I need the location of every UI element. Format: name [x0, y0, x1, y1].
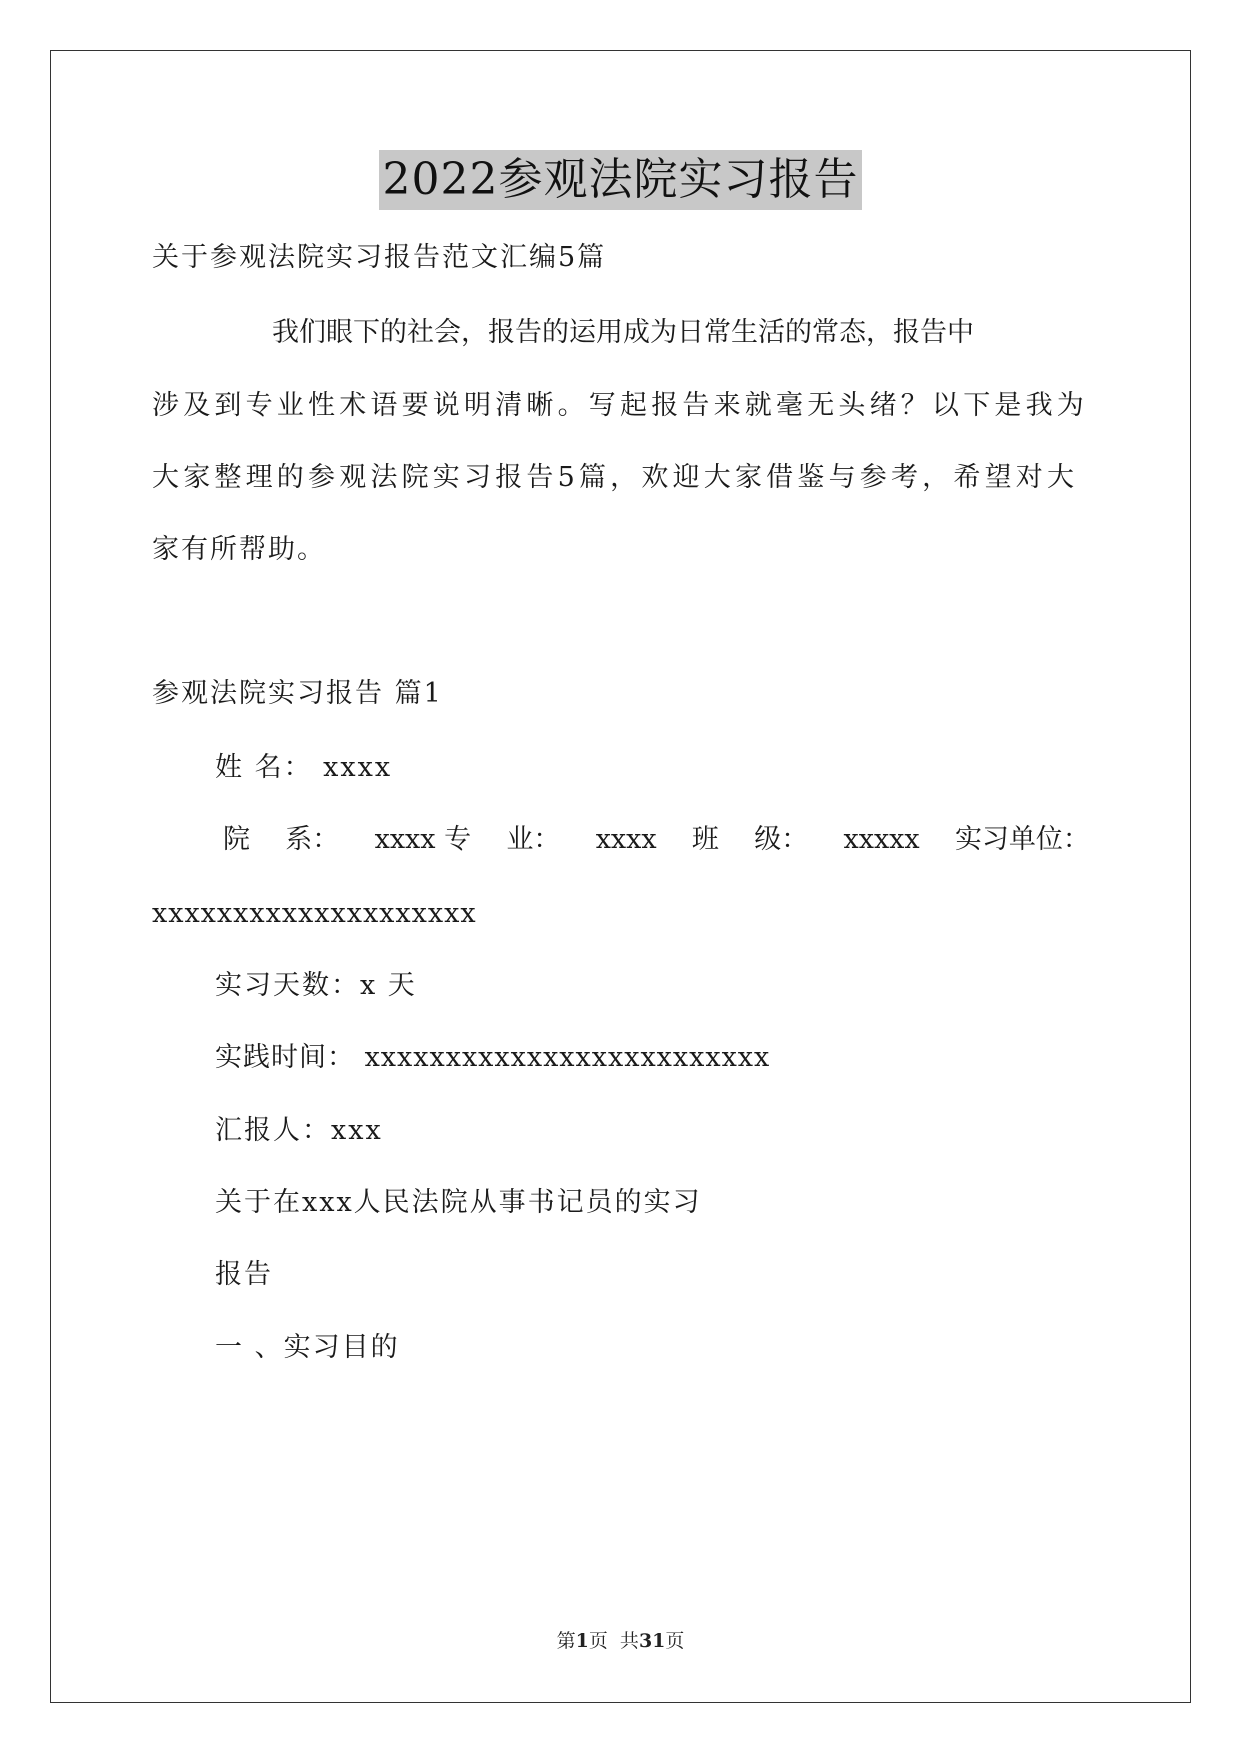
info-part-1: 院	[223, 824, 250, 855]
footer-suffix: 页	[665, 1630, 685, 1652]
info-part-7: 级：	[754, 824, 809, 855]
info-part-8: xxxxx	[843, 824, 920, 855]
about-line: 关于在xxx人民法院从事书记员的实习	[215, 1187, 702, 1218]
reporter-line: 汇报人：xxx	[215, 1115, 383, 1146]
purpose-heading: 一 、实习目的	[215, 1332, 400, 1363]
title-container	[0, 150, 1241, 210]
days-line: 实习天数：x 天	[215, 970, 417, 1001]
intro-line-1: 我们眼下的社会，报告的运用成为日常生活的常态，报告中	[272, 317, 974, 348]
info-part-3: xxxx 专	[374, 824, 472, 855]
footer-prefix: 第	[556, 1630, 576, 1652]
info-part-2: 系：	[285, 824, 340, 855]
report-line: 报告	[215, 1259, 273, 1290]
info-part-4: 业：	[506, 824, 561, 855]
document-subtitle: 关于参观法院实习报告范文汇编5篇	[152, 242, 607, 273]
intro-line-2: 涉及到专业性术语要说明清晰。写起报告来就毫无头绪？以下是我为	[152, 390, 1088, 421]
document-title: 2022参观法院实习报告	[379, 150, 863, 210]
info-line	[223, 822, 1090, 858]
name-line: 姓 名： xxxx	[215, 752, 393, 783]
page-footer	[0, 1628, 1241, 1654]
info-line-continued: xxxxxxxxxxxxxxxxxxxx	[152, 898, 477, 929]
section-heading: 参观法院实习报告 篇1	[152, 678, 443, 709]
intro-line-3: 大家整理的参观法院实习报告5篇，欢迎大家借鉴与参考，希望对大	[152, 462, 1079, 493]
time-line: 实践时间： xxxxxxxxxxxxxxxxxxxxxxxxx	[215, 1042, 771, 1073]
info-part-9: 实习单位：	[954, 824, 1090, 855]
footer-mid: 页 共	[588, 1630, 639, 1652]
footer-total-pages: 31	[638, 1630, 666, 1652]
intro-line-4: 家有所帮助。	[152, 534, 326, 565]
info-part-6: 班	[691, 824, 719, 855]
info-part-5: xxxx	[595, 824, 657, 855]
footer-page-number: 1	[575, 1630, 589, 1652]
page-border	[50, 50, 1191, 1703]
